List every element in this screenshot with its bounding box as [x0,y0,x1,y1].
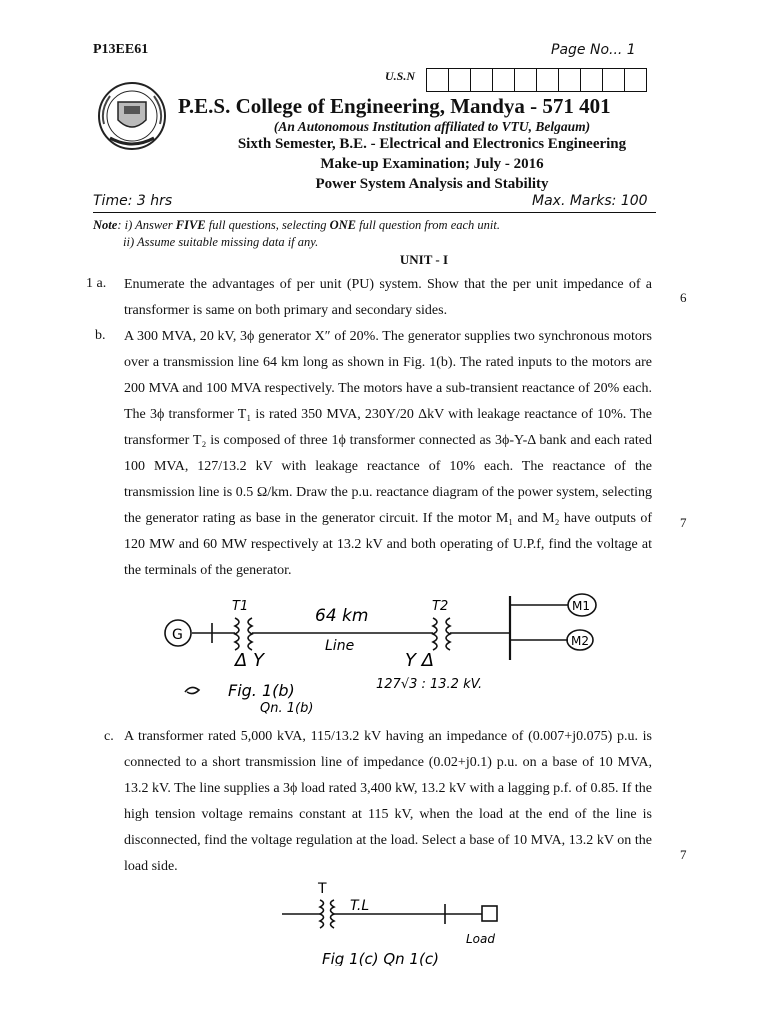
question-marks: 6 [680,290,687,305]
question-marks: 7 [680,847,687,862]
exam-title: Make-up Examination; July - 2016 [320,156,544,172]
fig-caption: Fig. 1(b) [228,681,295,700]
fig-label: 64 km [315,606,369,626]
fig-label: T1 [232,599,249,614]
t2-secondary-coil [446,618,450,650]
fig-label: Line [325,638,355,654]
fig-label: G [172,627,183,643]
figure-1b [140,588,630,718]
question-number: c. [104,729,114,744]
usn-boxes [426,68,646,92]
usn-box [536,68,559,92]
fig-label: T.L [350,898,370,914]
usn-box [448,68,471,92]
t2-primary-coil [433,618,437,650]
usn-box [514,68,537,92]
fig-caption: Qn. 1(b) [260,701,314,716]
note-text: : i) Answer [117,218,176,232]
usn-box [624,68,647,92]
question-1b-text: A 300 MVA, 20 kV, 3ϕ generator X″ of 20%. The generator supplies two synchronous motors over a transmission line 64 km long as shown in Fig. 1(b). The rated inputs to the motors are 200 MVA and 100 MVA respectively. The motors have a sub-transient reactance of 20% each. The 3ϕ transformer T₁ is rated 350 MVA, 230Y/20 ΔkV with leakage reactance of 10%. The transformer T₂ is composed of three 1ϕ transformer connected as 3ϕ-Y-Δ bank and each rated 100 MVA, 127/13.2 kV with leakage reactance of 10% each. The reactance of the transmission line is 0.5 Ω/km. Draw the p.u. reactance diagram of the power system, selecting the generator rating as base in the generator circuit. If the motor M₁ and M₂ have outputs of 120 MW and 60 MW respectively at 13.2 kV and both operating of U.P.f, find the voltage at the terminals of the generator. [124,329,652,578]
usn-box [492,68,515,92]
question-1a-text: Enumerate the advantages of per unit (PU) system. Show that the per unit impedance of a transformer is same on both primary and secondary sides. [124,277,652,318]
college-name: P.E.S. College of Engineering, Mandya - 571 401 [178,94,611,118]
fig-scribble [185,687,199,693]
header-divider [93,212,656,213]
load-box [482,906,497,921]
fig-caption: Fig 1(c) Qn 1(c) [322,950,439,966]
note-label: Note [93,218,118,232]
usn-box [470,68,493,92]
usn-label: U.S.N [385,69,416,83]
note-line-2: ii) Assume suitable missing data if any. [123,235,319,249]
transformer-secondary-coil [331,900,335,928]
paper-code: P13EE61 [93,42,149,57]
fig-label: Δ Y [235,650,265,671]
subject-title: Power System Analysis and Stability [315,176,549,192]
fig-label: 127√3 : 13.2 kV. [376,677,483,692]
fig-label: Y Δ [405,650,435,671]
semester: Sixth Semester, B.E. - Electrical and Electronics Engineering [237,136,627,152]
note-emph: ONE [329,218,357,232]
question-number: 1 a. [86,276,107,291]
transformer-primary-coil [320,900,324,928]
t1-primary-coil [235,618,239,650]
usn-box [558,68,581,92]
figure-1c [270,880,520,966]
page-number: Page No... 1 [551,42,636,58]
fig-label: Load [466,932,495,946]
question-marks: 7 [680,515,687,530]
fig-label: T2 [432,599,449,614]
fig-label: T [318,881,327,897]
note-line-1 [93,218,500,233]
max-marks: Max. Marks: 100 [532,193,648,209]
usn-box [580,68,603,92]
note-text: full questions, selecting [205,218,330,232]
affiliation: (An Autonomous Institution affiliated to VTU, Belgaum) [273,119,591,134]
question-number: b. [95,328,106,343]
fig-label: M2 [571,634,589,648]
t1-secondary-coil [248,618,252,650]
note-text: full question from each unit. [356,218,500,232]
time-allowed: Time: 3 hrs [93,193,173,209]
question-1c-text: A transformer rated 5,000 kVA, 115/13.2 kV having an impedance of (0.007+j0.075) p.u. is connected to a short transmission line of impedance (0.02+j0.1) p.u. on a base of 10 MVA, 13.2 kV. The line supplies a 3ϕ load rated 3,400 kW, 13.2 kV with a lagging p.f. of 0.85. If the high tension voltage remains constant at 115 kV, when the load at the end of the line is disconnected, find the voltage regulation at the load. Select a base of 10 MVA, 13.2 kV on the load side. [124,729,652,874]
usn-box [426,68,449,92]
unit-heading: UNIT - I [399,252,449,267]
usn-box [602,68,625,92]
fig-label: M1 [572,599,590,613]
note-emph: FIVE [175,218,206,232]
